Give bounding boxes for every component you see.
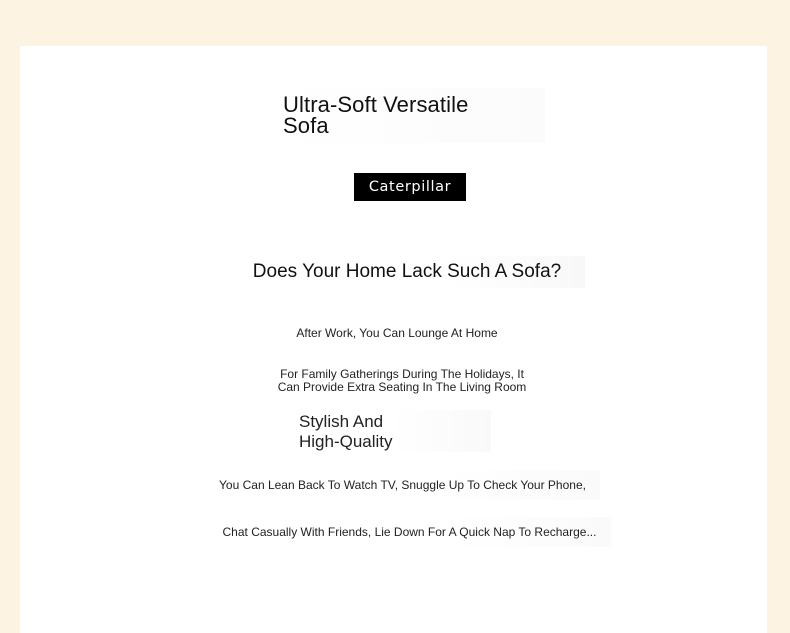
- subheading: [291, 410, 491, 452]
- description-line-4: Chat Casually With Friends, Lie Down For A Quick Nap To Recharge...: [208, 517, 611, 547]
- product-title: [275, 88, 545, 143]
- product-title-line-1: Ultra-Soft Versatile: [283, 92, 469, 117]
- subheading-line-1: Stylish And: [299, 412, 384, 431]
- description-line-2b: Can Provide Extra Seating In The Living Room: [277, 380, 527, 394]
- description-line-2: [272, 368, 532, 394]
- description-line-3: You Can Lean Back To Watch TV, Snuggle Up To Check Your Phone,: [205, 470, 600, 500]
- description-line-1: After Work, You Can Lounge At Home: [296, 326, 498, 340]
- brand-badge[interactable]: Caterpillar: [354, 173, 466, 201]
- product-title-line-2: Sofa: [283, 113, 329, 138]
- description-line-2a: For Family Gatherings During The Holidays, It: [280, 367, 524, 381]
- section-heading: Does Your Home Lack Such A Sofa?: [245, 256, 585, 288]
- subheading-line-2: High-Quality: [299, 432, 393, 451]
